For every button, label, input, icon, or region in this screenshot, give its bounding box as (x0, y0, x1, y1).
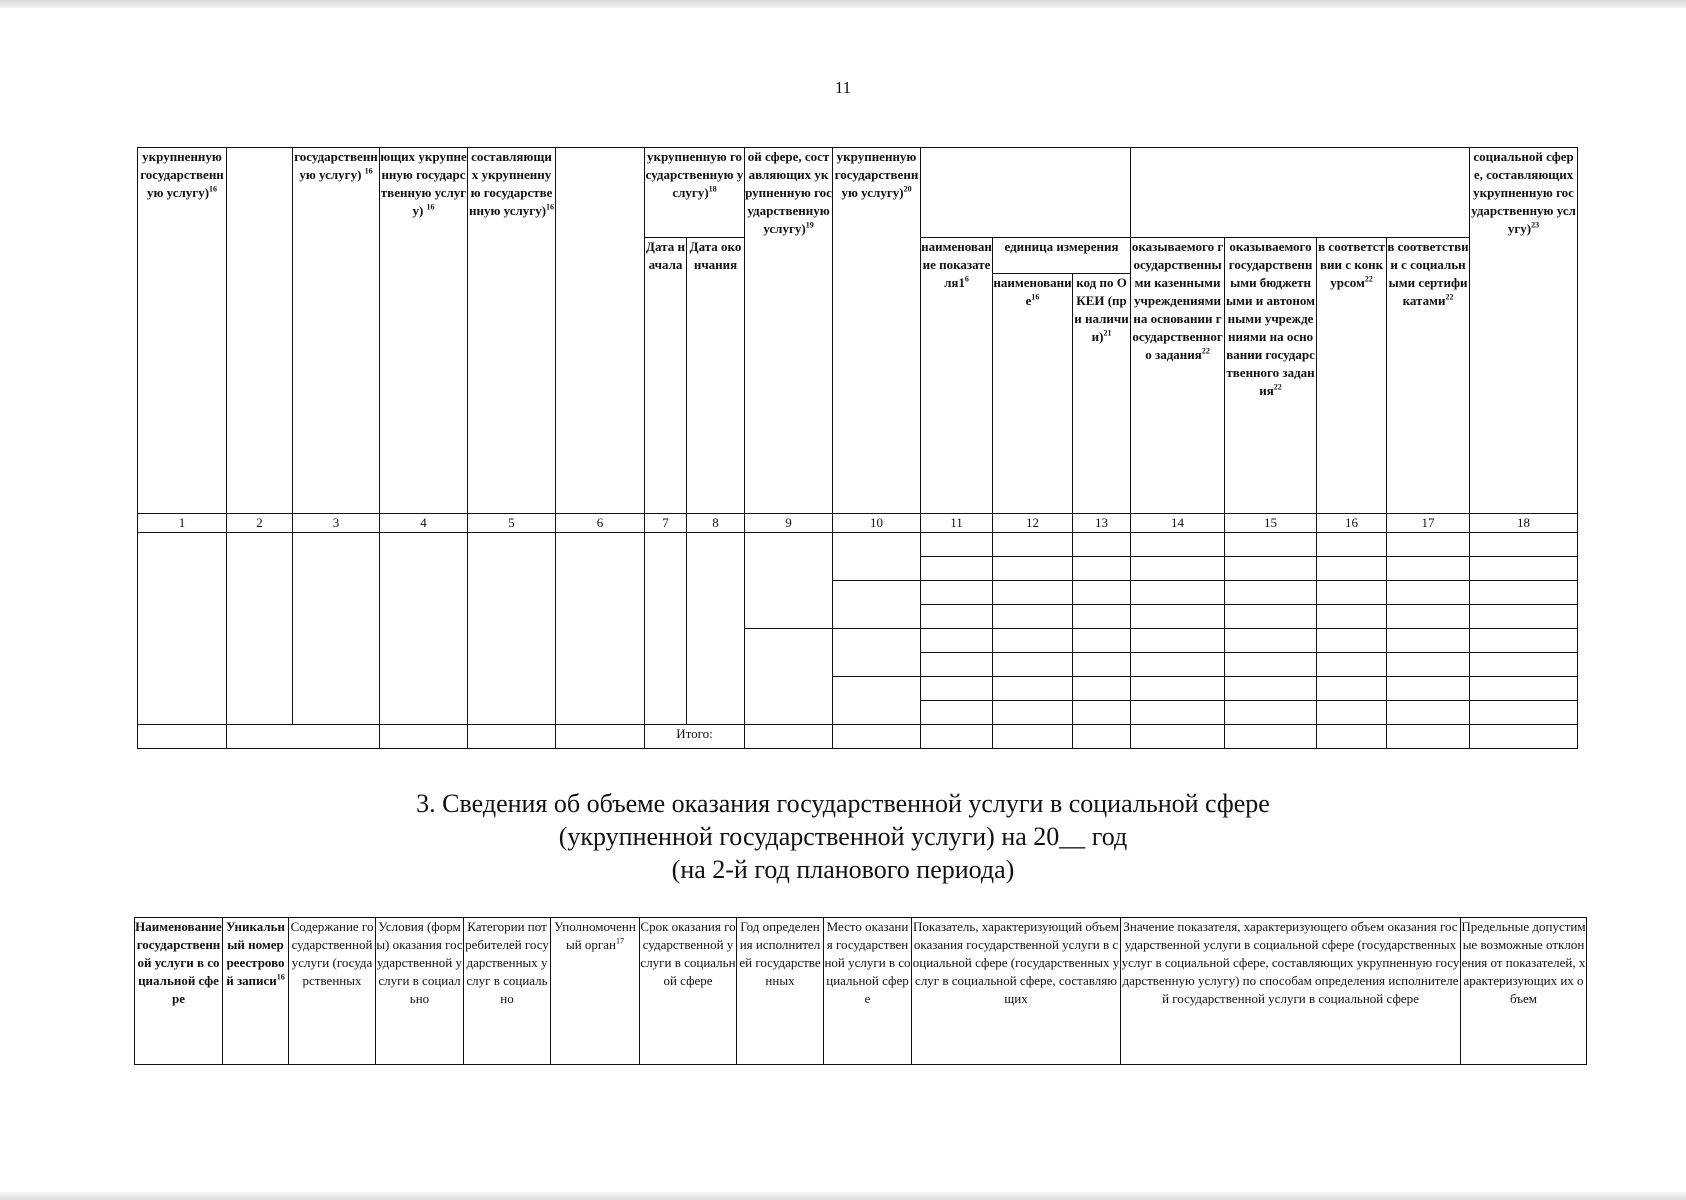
continuation-table (137, 147, 1578, 749)
header-consumer-categories: Категории потребителей государственных услуг в социально (464, 918, 551, 1065)
data-cell[interactable] (1470, 629, 1578, 653)
data-cell[interactable] (921, 701, 993, 725)
data-cell[interactable] (1387, 533, 1470, 557)
data-cell[interactable] (833, 581, 921, 629)
data-cell[interactable] (833, 677, 921, 725)
header-col-3: государственную услугу) $^{16}$ (293, 148, 380, 514)
header-col-7-8: укрупненную государственную услугу)$^{18}$ (645, 148, 745, 238)
column-number: 6 (556, 514, 645, 533)
header-col-4: ющих укрупненную государственную услугу) $^{16}$ (380, 148, 468, 514)
data-cell[interactable] (1225, 677, 1317, 701)
header-col-6 (556, 148, 645, 514)
header-service-place: Место оказания государственной услуги в социальной сфере (824, 918, 912, 1065)
header-service-term: Срок оказания государственной услуги в социальной сфере (640, 918, 737, 1065)
header-col-8: Дата окончания (687, 238, 745, 514)
data-cell[interactable] (1073, 581, 1131, 605)
data-cell[interactable] (1225, 533, 1317, 557)
data-cell[interactable] (921, 581, 993, 605)
data-cell[interactable] (1131, 725, 1225, 749)
data-cell[interactable] (1073, 629, 1131, 653)
data-cell[interactable] (1131, 533, 1225, 557)
data-cell[interactable] (1470, 605, 1578, 629)
data-cell[interactable] (645, 533, 687, 725)
header-col-12: наименование$^{16}$ (993, 274, 1073, 514)
data-cell[interactable] (1470, 581, 1578, 605)
data-cell[interactable] (921, 677, 993, 701)
header-authorized-body: Уполномоченный орган$^{17}$ (551, 918, 640, 1065)
header-col-14: оказываемого государственными казенными учреждениями на основании государственного задания$^{22}$ (1131, 238, 1225, 514)
data-cell[interactable] (833, 725, 921, 749)
data-cell[interactable] (833, 533, 921, 581)
data-cell[interactable] (1387, 605, 1470, 629)
column-number: 11 (921, 514, 993, 533)
page-number: 11 (834, 78, 852, 97)
section-heading-line: (укрупненной государственной услуги) на 20__ год (558, 822, 1128, 851)
header-determination-year: Год определения исполнителей государственных (737, 918, 824, 1065)
data-cell[interactable] (1470, 677, 1578, 701)
data-cell[interactable] (138, 725, 227, 749)
column-number-row (138, 514, 1578, 533)
data-cell[interactable] (1131, 605, 1225, 629)
total-label: Итого: (645, 725, 745, 749)
data-cell[interactable] (1131, 581, 1225, 605)
data-cell[interactable] (556, 725, 645, 749)
data-cell[interactable] (1387, 725, 1470, 749)
header-service-content: Содержание государственной услуги (государственных (289, 918, 376, 1065)
data-cell[interactable] (687, 533, 745, 725)
data-cell[interactable] (1317, 605, 1387, 629)
header-service-conditions: Условия (формы) оказания государственной услуги в социально (376, 918, 464, 1065)
data-cell[interactable] (1225, 605, 1317, 629)
header-unit-group: единица измерения (993, 238, 1131, 274)
data-cell[interactable] (993, 677, 1073, 701)
column-number: 12 (993, 514, 1073, 533)
data-cell[interactable] (1470, 701, 1578, 725)
data-cell[interactable] (921, 725, 993, 749)
scan-edge-bottom (0, 1192, 1686, 1200)
data-cell[interactable] (1387, 581, 1470, 605)
data-cell[interactable] (993, 653, 1073, 677)
data-cell[interactable] (468, 533, 556, 725)
data-cell[interactable] (468, 725, 556, 749)
data-cell[interactable] (1470, 725, 1578, 749)
header-col-5: составляющих укрупненную государственную услугу)$^{16}$ (468, 148, 556, 514)
data-cell[interactable] (993, 605, 1073, 629)
column-number: 9 (745, 514, 833, 533)
data-cell[interactable] (1225, 557, 1317, 581)
data-cell[interactable] (227, 533, 293, 725)
data-cell[interactable] (227, 725, 380, 749)
data-cell[interactable] (921, 629, 993, 653)
header-col-11: наименование $показателя1^6$ (921, 238, 993, 514)
data-cell[interactable] (833, 629, 921, 677)
column-number: 7 (645, 514, 687, 533)
data-cell[interactable] (1317, 557, 1387, 581)
data-cell[interactable] (993, 581, 1073, 605)
data-cell[interactable] (1225, 581, 1317, 605)
data-cell[interactable] (1131, 701, 1225, 725)
section-heading-line: (на 2-й год планового периода) (671, 855, 1015, 884)
column-number: 13 (1073, 514, 1131, 533)
volume-table (134, 917, 1587, 1065)
data-cell[interactable] (921, 533, 993, 557)
data-cell[interactable] (1073, 605, 1131, 629)
data-cell[interactable] (1131, 629, 1225, 653)
column-number: 10 (833, 514, 921, 533)
header-col-1: укрупненную государственную услугу)$^{16}$ (138, 148, 227, 514)
data-cell[interactable] (745, 533, 833, 629)
header-col-17: в соответствии с социальными сертификатами$^{22}$ (1387, 238, 1470, 514)
column-number: 16 (1317, 514, 1387, 533)
data-cell[interactable] (1387, 629, 1470, 653)
data-cell[interactable] (293, 533, 380, 725)
column-number: 5 (468, 514, 556, 533)
column-number: 8 (687, 514, 745, 533)
section-heading (0, 787, 1686, 886)
column-number: 17 (1387, 514, 1470, 533)
column-number: 2 (227, 514, 293, 533)
section-heading-line: 3. Сведения об объеме оказания государственной услуги в социальной сфере (416, 789, 1270, 818)
data-cell[interactable] (556, 533, 645, 725)
total-row (138, 725, 1578, 749)
data-cell[interactable] (138, 533, 227, 725)
data-cell[interactable] (745, 629, 833, 725)
column-number: 4 (380, 514, 468, 533)
data-cell[interactable] (1317, 725, 1387, 749)
data-cell[interactable] (1317, 677, 1387, 701)
column-number: 15 (1225, 514, 1317, 533)
data-cell[interactable] (1073, 677, 1131, 701)
header-col-18: социальной сфере, составляющих укрупненную государственную услугу)$^{23}$ (1470, 148, 1578, 514)
data-cell[interactable] (993, 701, 1073, 725)
header-service-name: Наименование государственной услуги в социальной сфере (135, 918, 223, 1065)
header-group-11-13 (921, 148, 1131, 238)
data-cell[interactable] (1387, 701, 1470, 725)
data-cell[interactable] (993, 533, 1073, 557)
data-cell[interactable] (380, 533, 468, 725)
data-cell[interactable] (993, 557, 1073, 581)
header-col-2 (227, 148, 293, 514)
data-cell[interactable] (1131, 653, 1225, 677)
header-allowed-deviations: Предельные допустимые возможные отклонения от показателей, характеризующих их объем (1461, 918, 1587, 1065)
header-col-16: в соответствии с конкурсом$^{22}$ (1317, 238, 1387, 514)
column-number: 1 (138, 514, 227, 533)
header-volume-indicator: Показатель, характеризующий объем оказания государственной услуги в социальной сфере (государственных услуг в социальной сфере, составляющих (912, 918, 1121, 1065)
data-cell[interactable] (1225, 653, 1317, 677)
data-cell[interactable] (1470, 557, 1578, 581)
header-registry-number: Уникальный номер реестровой записи$^{16}$ (223, 918, 289, 1065)
data-cell[interactable] (1073, 725, 1131, 749)
data-cell[interactable] (1225, 701, 1317, 725)
table-row (138, 533, 1578, 557)
data-cell[interactable] (1387, 653, 1470, 677)
data-cell[interactable] (1387, 677, 1470, 701)
data-cell[interactable] (1131, 677, 1225, 701)
data-cell[interactable] (1317, 701, 1387, 725)
data-cell[interactable] (993, 725, 1073, 749)
column-number: 18 (1470, 514, 1578, 533)
header-indicator-value: Значение показателя, характеризующего объем оказания государственной услуги в социальной сфере (государственных услуг в социальной сфере, составляющих укрупненную государственную услугу) по способам определения исполнителей государственной услуги в социальной сфере (1121, 918, 1461, 1065)
data-cell[interactable] (921, 653, 993, 677)
data-cell[interactable] (745, 725, 833, 749)
data-cell[interactable] (1317, 653, 1387, 677)
data-cell[interactable] (1073, 701, 1131, 725)
data-cell[interactable] (1225, 629, 1317, 653)
header-col-9: ой сфере, составляющих укрупненную государственную услугу)$^{19}$ (745, 148, 833, 514)
data-cell[interactable] (921, 605, 993, 629)
data-cell[interactable] (993, 629, 1073, 653)
data-cell[interactable] (380, 725, 468, 749)
data-cell[interactable] (1073, 533, 1131, 557)
data-cell[interactable] (1317, 581, 1387, 605)
column-number: 14 (1131, 514, 1225, 533)
data-cell[interactable] (1225, 725, 1317, 749)
data-cell[interactable] (921, 557, 993, 581)
header-group-14-17 (1131, 148, 1470, 238)
data-cell[interactable] (1317, 533, 1387, 557)
data-cell[interactable] (1470, 653, 1578, 677)
data-cell[interactable] (1131, 557, 1225, 581)
column-number: 3 (293, 514, 380, 533)
data-cell[interactable] (1073, 653, 1131, 677)
data-cell[interactable] (1470, 533, 1578, 557)
data-cell[interactable] (1387, 557, 1470, 581)
data-cell[interactable] (1317, 629, 1387, 653)
header-col-13: код по ОКЕИ (при наличии)$^{21}$ (1073, 274, 1131, 514)
header-col-10: укрупненную государственную услугу)$^{20}$ (833, 148, 921, 514)
header-col-15: оказываемого государственными бюджетными и автономными учреждениями на основании государственного задания$^{22}$ (1225, 238, 1317, 514)
data-cell[interactable] (1073, 557, 1131, 581)
scan-edge-top (0, 0, 1686, 8)
header-col-7: Дата начала (645, 238, 687, 514)
